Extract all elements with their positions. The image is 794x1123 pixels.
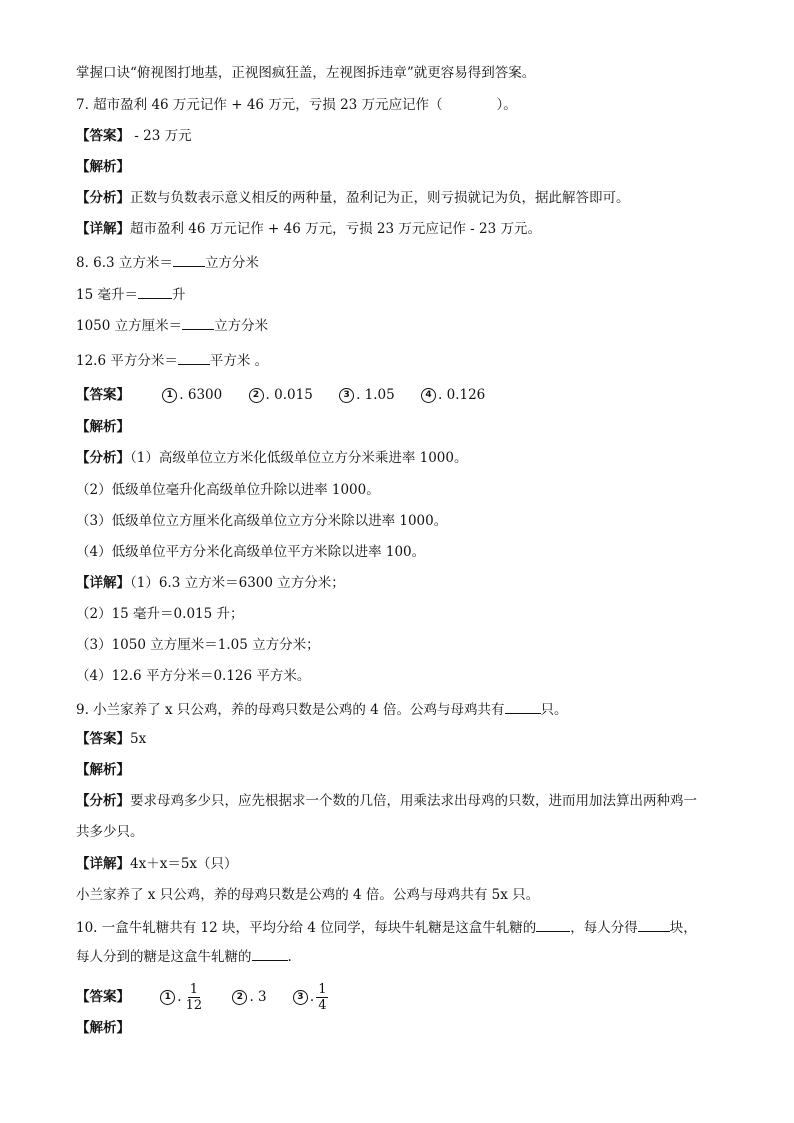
circled-number: 1 xyxy=(160,990,175,1005)
question-text: 立方分米 xyxy=(204,255,259,271)
question-text: 只。 xyxy=(540,702,568,718)
analysis-heading: 【解析】 xyxy=(76,419,130,435)
question-text: 10. 一盒牛轧糖共有 12 块，平均分给 4 位同学，每块牛轧糖是这盒牛轧糖的 xyxy=(76,920,537,936)
analysis-text: 要求母鸡多少只，应先根据求一个数的几倍，用乘法求出母鸡的只数，进而用加法算出两种鸡一 xyxy=(130,793,697,809)
fill-blank xyxy=(505,699,541,714)
analysis-tag: 【分析】 xyxy=(76,190,130,206)
detail-9-2: 小兰家养了 x 只公鸡，养的母鸡只数是公鸡的 4 倍。公鸡与母鸡共有 5x 只。 xyxy=(76,887,540,903)
question-10-line-1 xyxy=(76,917,697,937)
denominator: 4 xyxy=(318,998,327,1013)
analysis-heading: 【解析】 xyxy=(76,1020,130,1036)
answer-tag: 【答案】 xyxy=(76,989,130,1005)
question-text: 8. 6.3 立方米＝ xyxy=(76,255,173,271)
analysis-8-1 xyxy=(76,449,468,467)
question-text: . xyxy=(287,949,292,965)
question-text: 每人分到的糖是这盒牛轧糖的 xyxy=(76,949,252,965)
question-text: 平方米 。 xyxy=(209,353,269,369)
analysis-tag: 【分析】 xyxy=(76,450,130,466)
detail-text: 4x＋x＝5x（只） xyxy=(130,856,238,872)
fill-blank xyxy=(173,252,205,267)
answer-item: 1 . $\frac{1}{12}$ xyxy=(160,982,206,1013)
answer-tag: 【答案】 xyxy=(76,128,130,144)
answer-value: . 1.05 xyxy=(356,387,395,403)
answer-7 xyxy=(76,127,192,145)
answer-item xyxy=(162,386,222,404)
question-8-line-4 xyxy=(76,350,268,370)
fill-blank xyxy=(638,917,670,932)
analysis-heading: 【解析】 xyxy=(76,159,130,175)
answer-value: - 23 万元 xyxy=(130,128,192,144)
detail-tag: 【详解】 xyxy=(76,856,130,872)
answer-9 xyxy=(76,730,146,748)
analysis-8-2: （2）低级单位毫升化高级单位升除以进率 1000。 xyxy=(76,482,380,498)
detail-text: 超市盈利 46 万元记作 + 46 万元，亏损 23 万元应记作 - 23 万元。 xyxy=(130,221,541,237)
fraction xyxy=(184,982,205,1013)
detail-7 xyxy=(76,220,541,238)
circled-number: 2 xyxy=(249,388,264,403)
answer-value: . 0.126 xyxy=(438,387,486,403)
answer-10 xyxy=(76,982,352,1013)
circled-number: 2 xyxy=(232,990,247,1005)
answer-8 xyxy=(76,386,507,404)
answer-item xyxy=(249,386,313,404)
answer-value: . 6300 xyxy=(179,387,223,403)
question-7: 7. 超市盈利 46 万元记作 + 46 万元，亏损 23 万元应记作（ ）。 xyxy=(76,97,517,113)
answer-item xyxy=(232,982,266,1012)
question-8-line-2 xyxy=(76,284,185,304)
numerator: 1 xyxy=(189,982,198,997)
answer-tag: 【答案】 xyxy=(76,731,130,747)
question-text: 9. 小兰家养了 x 只公鸡，养的母鸡只数是公鸡的 4 倍。公鸡与母鸡共有 xyxy=(76,702,505,718)
answer-value: . 0.015 xyxy=(265,387,313,403)
circled-number: 3 xyxy=(339,388,354,403)
detail-8-2: （2）15 毫升＝0.015 升； xyxy=(76,606,244,622)
analysis-8-3: （3）低级单位立方厘米化高级单位立方分米除以进率 1000。 xyxy=(76,513,448,529)
analysis-7 xyxy=(76,189,630,207)
denominator: 12 xyxy=(185,998,203,1013)
question-text: 立方分米 xyxy=(214,318,269,334)
detail-tag: 【详解】 xyxy=(76,575,130,591)
answer-item xyxy=(339,386,395,404)
answer-value: . 3 xyxy=(249,989,267,1005)
question-text: 1050 立方厘米＝ xyxy=(76,318,183,334)
detail-text: （1）6.3 立方米＝6300 立方分米； xyxy=(130,575,345,591)
fill-blank xyxy=(178,350,210,365)
analysis-text: 正数与负数表示意义相反的两种量，盈利记为正，则亏损就记为负，据此解答即可。 xyxy=(130,190,630,206)
numerator: 1 xyxy=(318,982,327,997)
answer-value: 5x xyxy=(130,731,147,747)
analysis-8-4: （4）低级单位平方分米化高级单位平方米除以进率 100。 xyxy=(76,544,426,560)
analysis-9-1 xyxy=(76,792,697,810)
question-10-line-2 xyxy=(76,946,292,966)
question-9 xyxy=(76,699,568,719)
circled-number: 4 xyxy=(421,388,436,403)
detail-8-4: （4）12.6 平方分米＝0.126 平方米。 xyxy=(76,668,311,684)
detail-9-1 xyxy=(76,855,238,873)
analysis-text: （1）高级单位立方米化低级单位立方分米乘进率 1000。 xyxy=(130,450,468,466)
fill-blank xyxy=(252,946,288,961)
answer-item xyxy=(421,386,485,404)
question-text: 升 xyxy=(171,287,186,303)
answer-tag: 【答案】 xyxy=(76,387,130,403)
fraction xyxy=(316,982,328,1013)
question-text: 块， xyxy=(669,920,697,936)
question-text: ，每人分得 xyxy=(570,920,638,936)
fill-blank xyxy=(536,917,570,932)
detail-8-3: （3）1050 立方厘米＝1.05 立方分米； xyxy=(76,637,320,653)
detail-8-1 xyxy=(76,574,345,592)
question-8-line-3 xyxy=(76,315,268,335)
analysis-9-2: 共多少只。 xyxy=(76,824,144,840)
text-line: 掌握口诀“俯视图打地基，正视图疯狂盖，左视图拆违章”就更容易得到答案。 xyxy=(76,65,536,81)
analysis-tag: 【分析】 xyxy=(76,793,130,809)
circled-number: 3 xyxy=(293,990,308,1005)
question-8-line-1 xyxy=(76,252,259,272)
analysis-heading: 【解析】 xyxy=(76,762,130,778)
fill-blank xyxy=(182,315,214,330)
circled-number: 1 xyxy=(162,388,177,403)
fill-blank xyxy=(138,284,172,299)
question-text: 12.6 平方分米＝ xyxy=(76,353,178,369)
answer-item: 3 . $\frac{1}{4}$ xyxy=(293,982,331,1013)
detail-tag: 【详解】 xyxy=(76,221,130,237)
question-text: 15 毫升＝ xyxy=(76,287,138,303)
